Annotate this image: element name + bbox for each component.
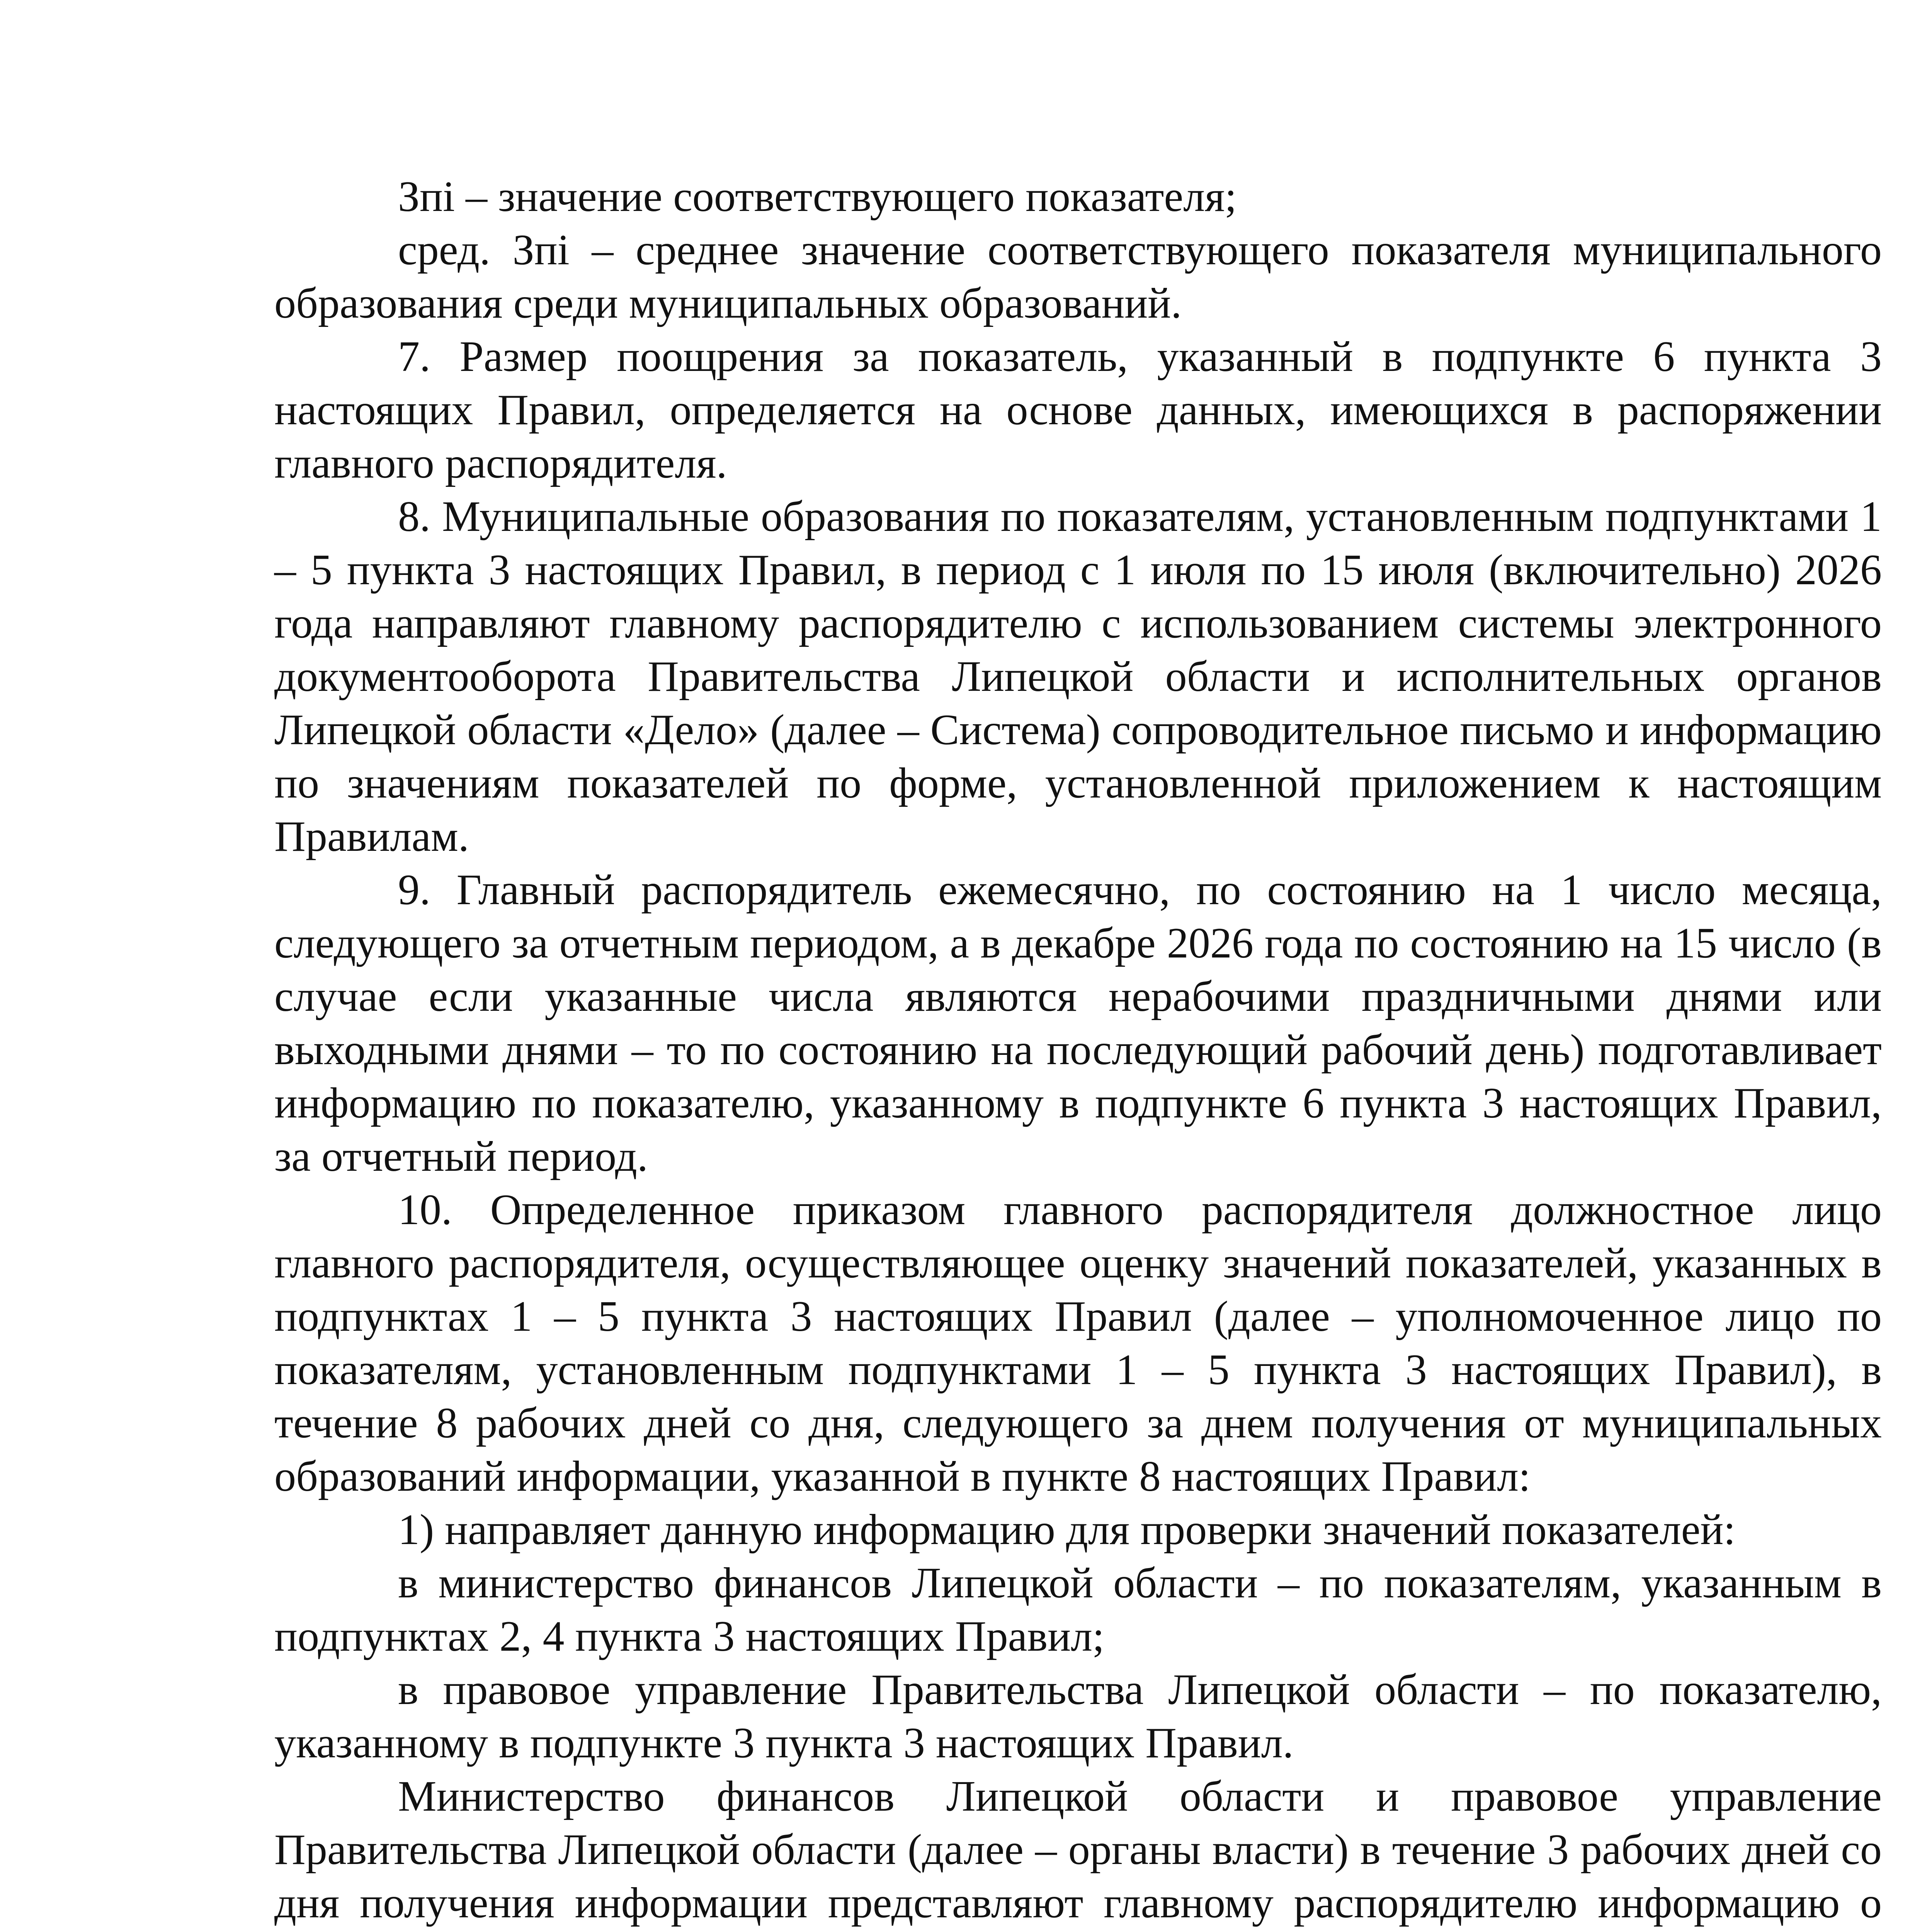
document-body <box>274 170 1882 1932</box>
paragraph-item-8: 8. Муниципальные образования по показателям, установленным подпунктами 1 – 5 пункта 3 настоящих Правил, в период с 1 июля по 15 июля (включительно) 2026 года направляют главному распорядителю с использованием системы электронного документооборота Правительства Липецкой области и исполнительных органов Липецкой области «Дело» (далее – Система) сопроводительное письмо и информацию по значениям показателей по форме, установленной приложением к настоящим Правилам. <box>274 493 1882 861</box>
paragraph-subitem-1: 1) направляет данную информацию для проверки значений показателей: <box>398 1506 1736 1554</box>
paragraph-item-10: 10. Определенное приказом главного распорядителя должностное лицо главного распорядителя, осуществляющее оценку значений показателей, указанных в подпунктах 1 – 5 пункта 3 настоящих Правил (далее – уполномоченное лицо по показателям, установленным подпунктами 1 – 5 пункта 3 настоящих Правил), в течение 8 рабочих дней со дня, следующего за днем получения от муниципальных образований информации, указанной в пункте 8 настоящих Правил: <box>274 1186 1882 1500</box>
paragraph-ministry-finance: в министерство финансов Липецкой области – по показателям, указанным в подпунктах 2, 4 пункта 3 настоящих Правил; <box>274 1559 1882 1660</box>
paragraph-average-zpi-definition: сред. Зпi – среднее значение соответствующего показателя муниципального образования среди муниципальных образований. <box>274 226 1882 327</box>
paragraph-item-7: 7. Размер поощрения за показатель, указанный в подпункте 6 пункта 3 настоящих Правил, определяется на основе данных, имеющихся в распоряжении главного распорядителя. <box>274 333 1882 487</box>
paragraph-legal-department: в правовое управление Правительства Липецкой области – по показателю, указанному в подпункте 3 пункта 3 настоящих Правил. <box>274 1666 1882 1767</box>
paragraph-authorities-response: Министерство финансов Липецкой области и правовое управление Правительства Липецкой области (далее – органы власти) в течение 3 рабочих дней со дня получения информации представляют главному распорядителю информацию о <box>274 1772 1882 1927</box>
paragraph-item-9: 9. Главный распорядитель ежемесячно, по состоянию на 1 число месяца, следующего за отчетным периодом, а в декабре 2026 года по состоянию на 15 число (в случае если указанные числа являются нерабочими праздничными днями или выходными днями – то по состоянию на последующий рабочий день) подготавливает информацию по показателю, указанному в подпункте 6 пункта 3 настоящих Правил, за отчетный период. <box>274 866 1882 1180</box>
paragraph-zpi-definition: Зпi – значение соответствующего показателя; <box>398 173 1237 221</box>
